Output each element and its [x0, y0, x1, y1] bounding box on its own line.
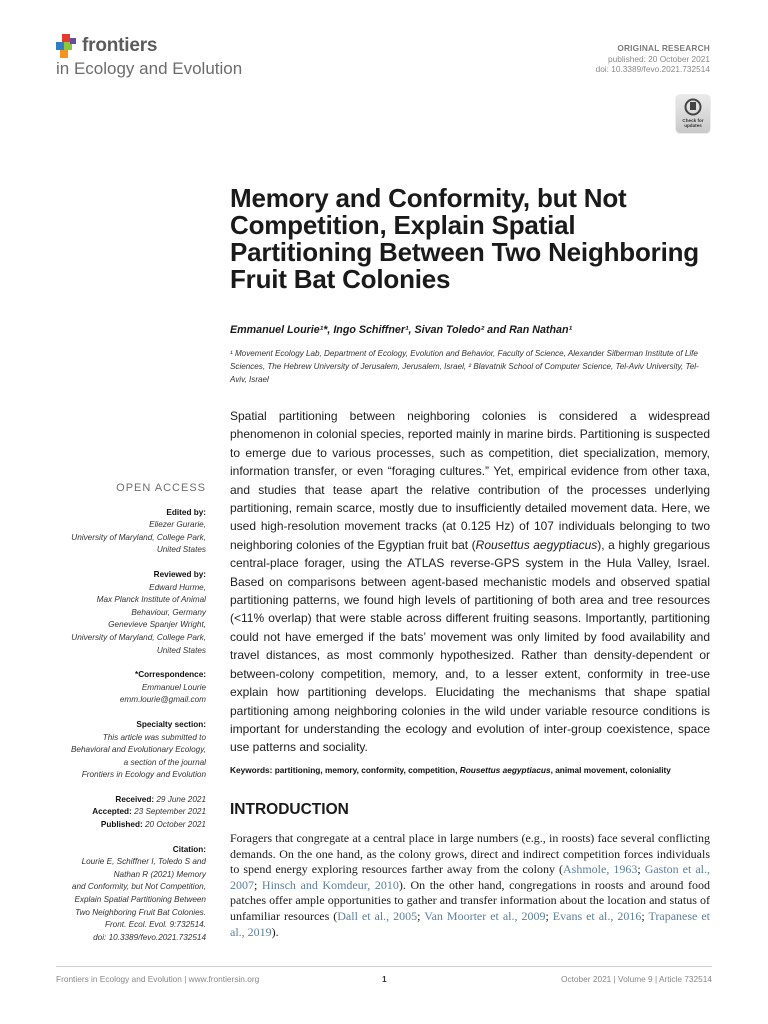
citation-link[interactable]: Trapanese et al., 2019	[230, 908, 710, 939]
citation-block	[56, 844, 206, 945]
introduction-paragraph	[230, 831, 710, 940]
footer-journal[interactable]: Frontiers in Ecology and Evolution | www.frontiersin.org	[56, 974, 260, 984]
keywords-species: Rousettus aegyptiacus	[459, 765, 551, 775]
editor-line: United States	[156, 545, 206, 555]
editor-line: Eliezer Gurarie,	[149, 520, 206, 530]
article-info-sidebar	[56, 482, 206, 956]
author-list: Emmanuel Lourie¹*, Ingo Schiffner¹, Sivan Toledo² and Ran Nathan¹	[230, 324, 573, 336]
abstract-text-2: ), a highly gregarious central-place forager, using the ATLAS reverse-GPS system in the Hula Valley, Israel. Based on comparisons between agent-based mechanistic models and observed spatial partitioning patterns, we found high levels of partitioning of both area and tree resources (<11% overlap) that were stable across different fruiting seasons. Importantly, partitioning could not have emerged if the bats’ movement was only limited by food availability and travel distances, as most commonly hypothesized. Rather than density-dependent or between-colony competition, memory, and, to a lesser extent, conformity in tree-use explain how partitioning develops. Elucidating the mechanisms that shape spatial partitioning among neighboring colonies in the wild under variable resource conditions is important for understanding the ecology and evolution of inter-group coexistence, space use patterns and sociality.	[230, 537, 711, 755]
intro-text: ). On the other hand, congregations in roosts and around food patches offer ample opportunities to gather and transfer information about the location and status of unfamiliar resources (	[230, 877, 710, 923]
abstract-text-1: Spatial partitioning between neighboring colonies is considered a widespread phenomenon in colonial species, reported mainly in marine birds. Partitioning is suspected to emerge due to various processes, such as competition, diet specialization, memory, information transfer, or even “foraging cultures.” Yet, empirical evidence from other taxa, and studies that tease apart the relative contribution of the processes underlying partitioning, remain scarce, mostly due to insufficiently detailed movement data. Here, we used high-resolution movement tracks (at 0.125 Hz) of 107 individuals belonging to two neighboring colonies of the Egyptian fruit bat (	[230, 409, 710, 552]
citation-line: Explain Spatial Partitioning Between	[74, 895, 206, 905]
correspondent-name: Emmanuel Lourie	[141, 682, 206, 692]
accepted-date	[56, 806, 206, 819]
edited-by-label: Edited by:	[166, 507, 206, 517]
specialty-line: Frontiers in Ecology and Evolution	[81, 770, 206, 780]
article-type: ORIGINAL RESEARCH	[617, 43, 710, 53]
editor-line: University of Maryland, College Park,	[71, 532, 206, 542]
abstract-species: Rousettus aegyptiacus	[475, 537, 598, 552]
article-title: Memory and Conformity, but Not Competition, Explain Spatial Partitioning Between Two Neighboring Fruit Bat Colonies	[230, 183, 699, 294]
keywords-text-1: partitioning, memory, conformity, competition,	[272, 765, 460, 775]
received-date	[56, 794, 206, 807]
citation-link[interactable]: Evans et al., 2016	[552, 908, 642, 923]
intro-text: ).	[271, 924, 279, 939]
abstract	[230, 407, 710, 757]
published-label: Published:	[100, 820, 143, 830]
journal-logo[interactable]	[56, 34, 296, 82]
citation-line: Front. Ecol. Evol. 9:732514.	[104, 920, 206, 930]
accepted-label: Accepted:	[92, 807, 132, 817]
intro-text: ;	[417, 908, 425, 923]
reviewer-line: University of Maryland, College Park,	[71, 632, 206, 642]
affiliations: ¹ Movement Ecology Lab, Department of Ecology, Evolution and Behavior, Faculty of Science, Alexander Silberman Institute of Life Sciences, The Hebrew University of Jerusalem, Jerusalem, Israel, ² Blavatnik School of Computer Science, Tel-Aviv University, Tel-Aviv, Israel	[230, 349, 699, 384]
citation-line: and Conformity, but Not Competition,	[71, 882, 206, 892]
keywords-text-2: , animal movement, coloniality	[550, 765, 671, 775]
footer-issue-info: October 2021 | Volume 9 | Article 732514	[561, 974, 712, 984]
published-date: published: 20 October 2021	[608, 53, 710, 64]
citation-doi[interactable]: doi: 10.3389/fevo.2021.732514	[93, 932, 206, 942]
page-number: 1	[382, 974, 387, 984]
citation-line: Nathan R (2021) Memory	[113, 869, 206, 879]
badge-label: Check for updates	[682, 118, 704, 128]
citation-line: Two Neighboring Fruit Bat Colonies.	[75, 907, 206, 917]
reviewer-line: Max Planck Institute of Animal	[96, 595, 206, 605]
citation-link[interactable]: Hinsch and Komdeur, 2010	[261, 877, 399, 892]
specialty-label: Specialty section:	[136, 719, 206, 729]
citation-line: Lourie E, Schiffner I, Toledo S and	[81, 857, 206, 867]
accepted-value: 23 September 2021	[131, 807, 206, 817]
article-meta	[596, 43, 710, 75]
specialty-line: a section of the journal	[123, 757, 206, 767]
article-doi[interactable]: doi: 10.3389/fevo.2021.732514	[595, 64, 710, 74]
brand-name: frontiers	[82, 35, 158, 56]
check-updates-icon	[684, 98, 702, 116]
correspondent-email[interactable]: emm.lourie@gmail.com	[119, 695, 206, 705]
section-heading-introduction: INTRODUCTION	[230, 801, 349, 818]
correspondence-label: *Correspondence:	[135, 670, 206, 680]
published-value: 20 October 2021	[142, 820, 206, 830]
citation-link[interactable]: Dall et al., 2005	[337, 908, 418, 923]
citation-link[interactable]: Van Moorter et al., 2009	[424, 908, 546, 923]
keywords	[230, 765, 710, 775]
reviewer-line: Genevieve Spanjer Wright,	[108, 620, 206, 630]
check-for-updates-badge[interactable]	[676, 95, 710, 133]
intro-text: ;	[545, 908, 553, 923]
keywords-label: Keywords:	[230, 765, 273, 775]
specialty-line: This article was submitted to	[102, 732, 206, 742]
reviewer-line: Behaviour, Germany	[131, 607, 206, 617]
citation-label: Citation:	[172, 844, 206, 854]
correspondence-block	[56, 669, 206, 707]
open-access-label: OPEN ACCESS	[116, 482, 206, 494]
specialty-line: Behavioral and Evolutionary Ecology,	[70, 745, 206, 755]
received-value: 29 June 2021	[154, 794, 206, 804]
dates-block	[56, 794, 206, 832]
footer-divider	[56, 966, 712, 967]
intro-text: Foragers that congregate at a central place in large numbers (e.g., in roosts) face several conflicting demands. On the one hand, as the colony grows, direct and indirect competition forces individuals to spend energy exploring resources farther away from the colony (	[230, 831, 710, 877]
published-date-sidebar	[56, 819, 206, 832]
received-label: Received:	[115, 794, 155, 804]
journal-name: in Ecology and Evolution	[56, 59, 243, 78]
edited-by-block	[56, 507, 206, 557]
intro-text: ;	[637, 862, 645, 877]
reviewed-by-label: Reviewed by:	[153, 569, 206, 579]
intro-text: ;	[254, 877, 262, 892]
specialty-block	[56, 719, 206, 782]
citation-link[interactable]: Ashmole, 1963	[563, 862, 638, 877]
intro-text: ;	[641, 908, 649, 923]
reviewed-by-block	[56, 569, 206, 657]
citation-link[interactable]: Gaston et al., 2007	[230, 862, 711, 892]
reviewer-line: Edward Hurme,	[149, 582, 206, 592]
reviewer-line: United States	[156, 645, 206, 655]
